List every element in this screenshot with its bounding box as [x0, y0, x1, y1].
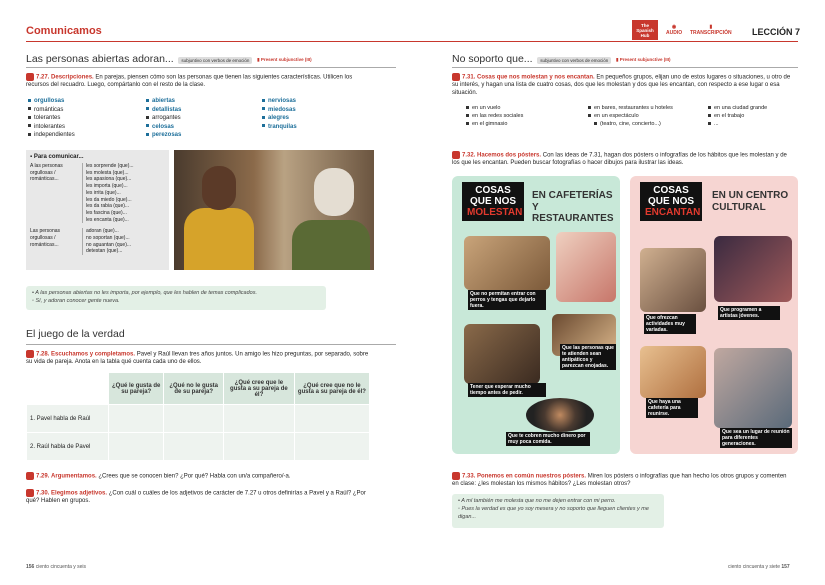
photo-generations: [714, 348, 792, 428]
exercise-7-31: 7.31. Cosas que nos molestan y nos encantan. En pequeños grupos, elijan uno de estos lugares o situaciones, u otro de su interés, y hagan una lista de cuatro cosas, dos que les molestan y dos que les encantan, con respecto a ese lugar o esa situación.: [452, 74, 791, 96]
table-header: ¿Qué no le gusta de su pareja?: [164, 373, 224, 405]
table-row-label: 2. Raúl habla de Pavel: [27, 433, 109, 461]
exercise-7-29: 7.29. Argumentamos. ¿Crees que se conocen bien? ¿Por qué? Habla con un/a compañero/-a.: [26, 472, 376, 481]
section-title-no-soporto: No soporto que... subjuntivo con verbos de emoción ▮ Present subjunctive (III): [452, 53, 671, 65]
speak-icon: [452, 151, 460, 159]
poster-caption: Que las personas que te atienden sean antipáticos y parezcan enojadas.: [560, 344, 616, 370]
audio-icon: ◉: [671, 24, 677, 30]
exercise-7-33: 7.33. Ponemos en común nuestros pósters. Miren los pósters o infografías que han hecho los otros grupos y comenten en clase: ¿les molestan los mismos hábitos? ¿Les molestan otros?: [452, 473, 787, 488]
grammar-link[interactable]: ▮ Present subjunctive (III): [257, 57, 312, 63]
table-header: ¿Qué cree que le gusta a su pareja de él?: [223, 373, 294, 405]
poster-subtitle: EN CAFETERÍAS Y RESTAURANTES: [532, 190, 614, 224]
divider: [26, 67, 396, 68]
photo-waiting-couple: [464, 324, 540, 384]
box-subject: A las personas orgullosas / románticas...: [30, 163, 63, 183]
exercise-7-28: 7.28. Escuchamos y completamos. Pavel y Raúl llevan tres años juntos. Un amigo les hizo preguntas, por separado, sobre su vida de pareja. Anota en la tabla qué cuenta cada uno de ellos.: [26, 351, 369, 366]
speak-icon: [452, 73, 460, 81]
speech-bubble-icon: ▪: [30, 154, 33, 160]
table-cell[interactable]: [164, 433, 224, 461]
poster-title: COSAS QUE NOS MOLESTAN: [462, 182, 524, 221]
poster-subtitle: EN UN CENTRO CULTURAL: [712, 190, 789, 213]
section-header: Comunicamos: [26, 25, 102, 37]
audio-icon: [26, 350, 34, 358]
table-cell[interactable]: [109, 405, 164, 433]
adjective-list-3: nerviosas miedosas alegres tranquilas: [262, 97, 372, 131]
lesson-label: LECCIÓN 7: [752, 27, 801, 37]
table-cell[interactable]: [294, 433, 369, 461]
grammar-link[interactable]: ▮ Present subjunctive (III): [615, 57, 671, 63]
table-cell[interactable]: [223, 405, 294, 433]
adjective-list-2: abiertas detallistas arrogantes celosas perezosas: [146, 97, 256, 140]
exercise-7-27: 7.27. Descripciones. En parejas, piensen cómo son las personas que tienen las siguientes características. Utilicen los recursos del recuadro. Luego, compártanlo con el resto de la clase.: [26, 74, 353, 89]
speak-icon: [26, 489, 34, 497]
table-header: ¿Qué le gusta de su pareja?: [109, 373, 164, 405]
poster-title: COSAS QUE NOS ENCANTAN: [640, 182, 702, 221]
divider: [452, 67, 798, 68]
answer-table: [26, 372, 370, 461]
places-list-1: en un vuelo en las redes sociales en el gimnasio: [466, 104, 586, 128]
places-list-3: en una ciudad grande en el trabajo ...: [708, 104, 798, 128]
photo-small-dish: [526, 398, 594, 432]
poster-caption: Que no permitan entrar con perros y tengas que dejarlo fuera.: [468, 290, 546, 310]
divider: [26, 344, 396, 345]
para-comunicar-box: [26, 150, 169, 270]
box-verbs-1: les sorprende (que)... les molesta (que)... les apasiona (que)... les importa (que)... les irrita (que)... les da miedo (que)... les da rabia (que)... les fascina (que)... les encanta (que)...: [82, 163, 134, 223]
dialog-box-right: • A mí también me molesta que no me dejen entrar con mi perro. ◦ Pues la verdad es que yo soy mesera y no soporto que lleguen clientes y me digan...: [452, 494, 664, 528]
table-header: ¿Qué cree que no le gusta a su pareja de él?: [294, 373, 369, 405]
poster-caption: Que sea un lugar de reunión para diferentes generaciones.: [720, 428, 792, 448]
header-rule: [26, 41, 798, 42]
poster-molestan: [452, 176, 620, 454]
adjective-list-1: orgullosas románticas tolerantes intolerantes independientes: [28, 97, 138, 140]
audio-button[interactable]: ◉ AUDIO: [666, 24, 683, 36]
box-subject-2: Las personas orgullosas / románticas...: [30, 228, 61, 248]
grammar-tag: subjuntivo con verbos de emoción: [178, 57, 252, 64]
poster-caption: Que te cobren mucho dinero por muy poca comida.: [506, 432, 590, 446]
document-icon: ▮: [709, 24, 713, 30]
grammar-tag: subjuntivo con verbos de emoción: [537, 57, 611, 64]
photo-two-women: [174, 150, 374, 270]
dialog-box: • A las personas abiertas no les importa, por ejemplo, que les hablen de temas complicados. ◦ Sí, y adoran conocer gente nueva.: [26, 286, 326, 310]
photo-cafeteria: [640, 346, 706, 398]
poster-caption: Que ofrezcan actividades muy variadas.: [644, 314, 696, 334]
table-cell[interactable]: [164, 405, 224, 433]
poster-encantan: [630, 176, 798, 454]
speak-icon: [26, 73, 34, 81]
page-footer-right: ciento cincuenta y siete 157: [728, 564, 790, 570]
transcripcion-button[interactable]: ▮ TRANSCRIPCIÓN: [690, 24, 732, 36]
photo-concert: [714, 236, 792, 302]
poster-caption: Que haya una cafetería para reunirse.: [646, 398, 698, 418]
photo-activities: [640, 248, 706, 312]
box-title: ▪ Para comunicar...: [30, 154, 84, 160]
section-title-juego: El juego de la verdad: [26, 328, 125, 340]
page-footer-left: 156 ciento cincuenta y seis: [26, 564, 87, 570]
exercise-7-30: 7.30. Elegimos adjetivos. ¿Con cuál o cuáles de los adjetivos de carácter de 7.27 u otros definirías a Pavel y a Raúl? ¿Por qué? Hablen en grupos.: [26, 490, 366, 505]
photo-woman-angry: [556, 232, 616, 302]
poster-caption: Que programen a artistas jóvenes.: [718, 306, 780, 320]
photo-dog: [464, 236, 550, 290]
speak-icon: [452, 472, 460, 480]
speak-icon: [26, 472, 34, 480]
box-verbs-2: adoran (que)... no soportan (que)... no aguantan (que)... detestan (que)...: [82, 228, 131, 255]
exercise-7-32: 7.32. Hacemos dos pósters. Con las ideas de 7.31, hagan dos pósters o infografías de los hábitos que les molestan y de los que les encantan. Pueden buscar fotografías o hacer dibujos para ilustrar las ideas.: [452, 152, 787, 167]
section-title-adoran: Las personas abiertas adoran... subjuntivo con verbos de emoción ▮ Present subjunctive (III): [26, 53, 312, 65]
table-cell[interactable]: [294, 405, 369, 433]
table-cell[interactable]: [109, 433, 164, 461]
places-list-2: en bares, restaurantes u hoteles en un espectáculo (teatro, cine, concierto...): [588, 104, 708, 128]
table-cell[interactable]: [223, 433, 294, 461]
poster-caption: Tener que esperar mucho tiempo antes de pedir.: [468, 383, 546, 397]
spanish-hub-badge[interactable]: The Spanish Hub: [632, 20, 658, 40]
table-row-label: 1. Pavel habla de Raúl: [27, 405, 109, 433]
